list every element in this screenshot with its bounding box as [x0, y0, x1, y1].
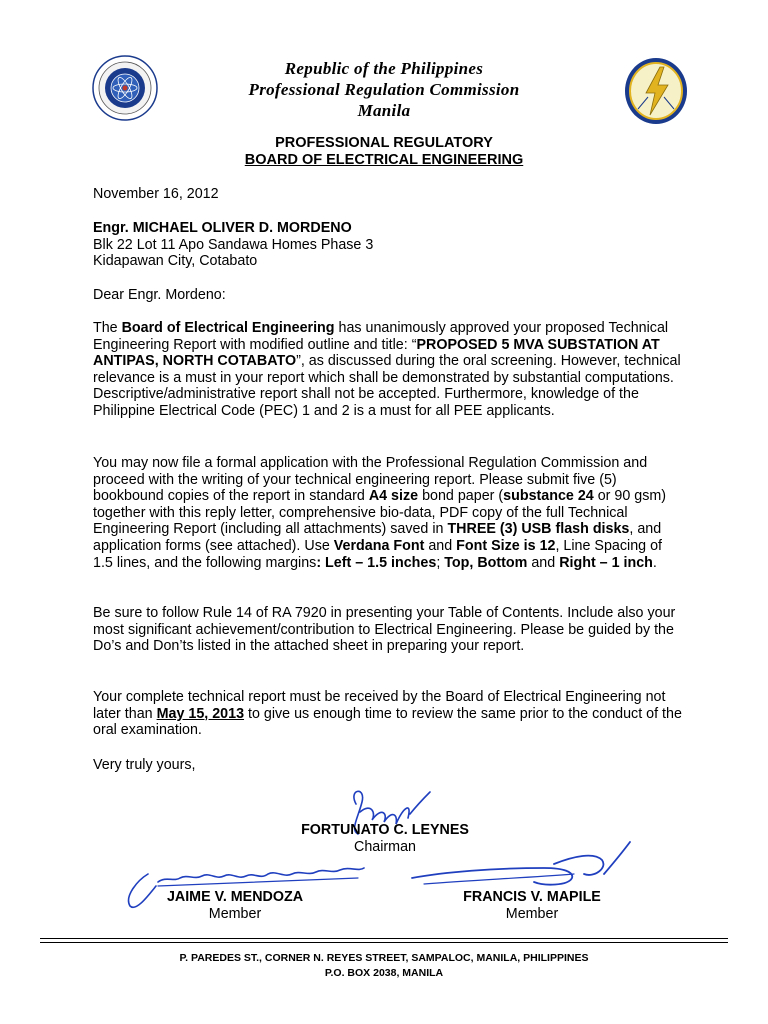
letter-date: November 16, 2012: [93, 186, 219, 202]
member-mapile-block: [422, 889, 642, 923]
text-run: May 15, 2013: [156, 705, 245, 722]
salutation: Dear Engr. Mordeno:: [93, 287, 226, 303]
text-run: or 90 gsm) together with this reply letter, comprehensive bio-data, PDF copy of the full Technical Engineering Report (including all attachments) saved in: [93, 488, 667, 538]
text-run: A4 size: [368, 488, 419, 505]
text-run: substance 24: [503, 488, 594, 505]
text-run: and: [527, 554, 560, 571]
text-run: THREE (3) USB flash disks: [447, 521, 630, 538]
chairman-block: [260, 822, 510, 856]
footer-address: P. PAREDES ST., CORNER N. REYES STREET, SAMPALOC, MANILA, PHILIPPINES: [179, 952, 589, 964]
text-run: Your complete technical report must be received by the Board of Electrical Engineering not later than: [93, 689, 666, 722]
recipient-block: [93, 220, 683, 270]
text-run: ”, as discussed during the oral screening. However, technical relevance is a must in your report which shall be demonstrated by substantial computations. Descriptive/administrative report shall not be accepted. Furthermore, knowledge of the Philippine Electrical Code (PEC) 1 and 2 is a must for all PEE applicants.: [93, 353, 681, 419]
member-mendoza-block: [125, 889, 345, 923]
paragraph-submission: [93, 455, 683, 571]
paragraph-approval: [93, 320, 683, 420]
text-run: and: [424, 537, 457, 554]
recipient-address-line2: Kidapawan City, Cotabato: [93, 253, 258, 270]
closing: Very truly yours,: [93, 757, 196, 773]
chairman-name: FORTUNATO C. LEYNES: [301, 822, 469, 838]
member-mapile-title: Member: [505, 906, 559, 922]
text-run: Verdana Font: [333, 537, 425, 554]
text-run: Top, Bottom: [444, 554, 528, 571]
text-run: You may now file a formal application with the Professional Regulation Commission and proceed with the writing of your technical engineering report. Please submit five (5) bookbound copies of the report in standard: [93, 455, 648, 505]
text-run: Be sure to follow Rule 14 of RA 7920 in presenting your Table of Contents. Include also your most significant achievement/contribution to Electrical Engineering. Please be guided by the Do’s and Don’ts listed in the attached sheet in preparing your report.: [93, 605, 676, 655]
footer-divider-bottom: [40, 942, 728, 943]
text-run: .: [652, 554, 657, 571]
footer-po-box: P.O. BOX 2038, MANILA: [324, 967, 444, 979]
letterhead-city: Manila: [357, 101, 411, 120]
text-run: PROPOSED 5 MVA SUBSTATION AT ANTIPAS, NORTH COTABATO: [93, 336, 660, 370]
footer-divider-top: [40, 938, 728, 939]
board-title-line2: BOARD OF ELECTRICAL ENGINEERING: [244, 152, 524, 168]
member-mapile-name: FRANCIS V. MAPILE: [463, 889, 601, 905]
letterhead-commission: Professional Regulation Commission: [248, 80, 520, 99]
recipient-address-line1: Blk 22 Lot 11 Apo Sandawa Homes Phase 3: [93, 236, 374, 253]
text-run: Right – 1 inch: [559, 554, 653, 571]
text-run: has unanimously approved your proposed Technical Engineering Report with modified outline and title: “: [93, 320, 669, 353]
letterhead-republic: Republic of the Philippines: [284, 59, 484, 78]
member-mendoza-title: Member: [208, 906, 262, 922]
text-run: ;: [436, 554, 445, 571]
text-run: bond paper (: [418, 488, 504, 505]
text-run: , and application forms (see attached). Use: [93, 521, 662, 554]
board-title-line1: PROFESSIONAL REGULATORY: [275, 135, 493, 151]
text-run: Font Size is 12: [456, 537, 556, 554]
recipient-name: Engr. MICHAEL OLIVER D. MORDENO: [93, 220, 352, 236]
member-mendoza-name: JAIME V. MENDOZA: [166, 889, 304, 905]
chairman-title: Chairman: [354, 839, 416, 855]
paragraph-table-of-contents: [93, 605, 683, 655]
text-run: The: [93, 320, 122, 336]
text-run: : Left – 1.5 inches: [316, 554, 437, 571]
text-run: , Line Spacing of 1.5 lines, and the following margins: [93, 537, 662, 571]
paragraph-deadline: [93, 689, 683, 739]
text-run: Board of Electrical Engineering: [121, 320, 335, 336]
text-run: to give us enough time to review the same prior to the conduct of the oral examination.: [93, 705, 682, 739]
